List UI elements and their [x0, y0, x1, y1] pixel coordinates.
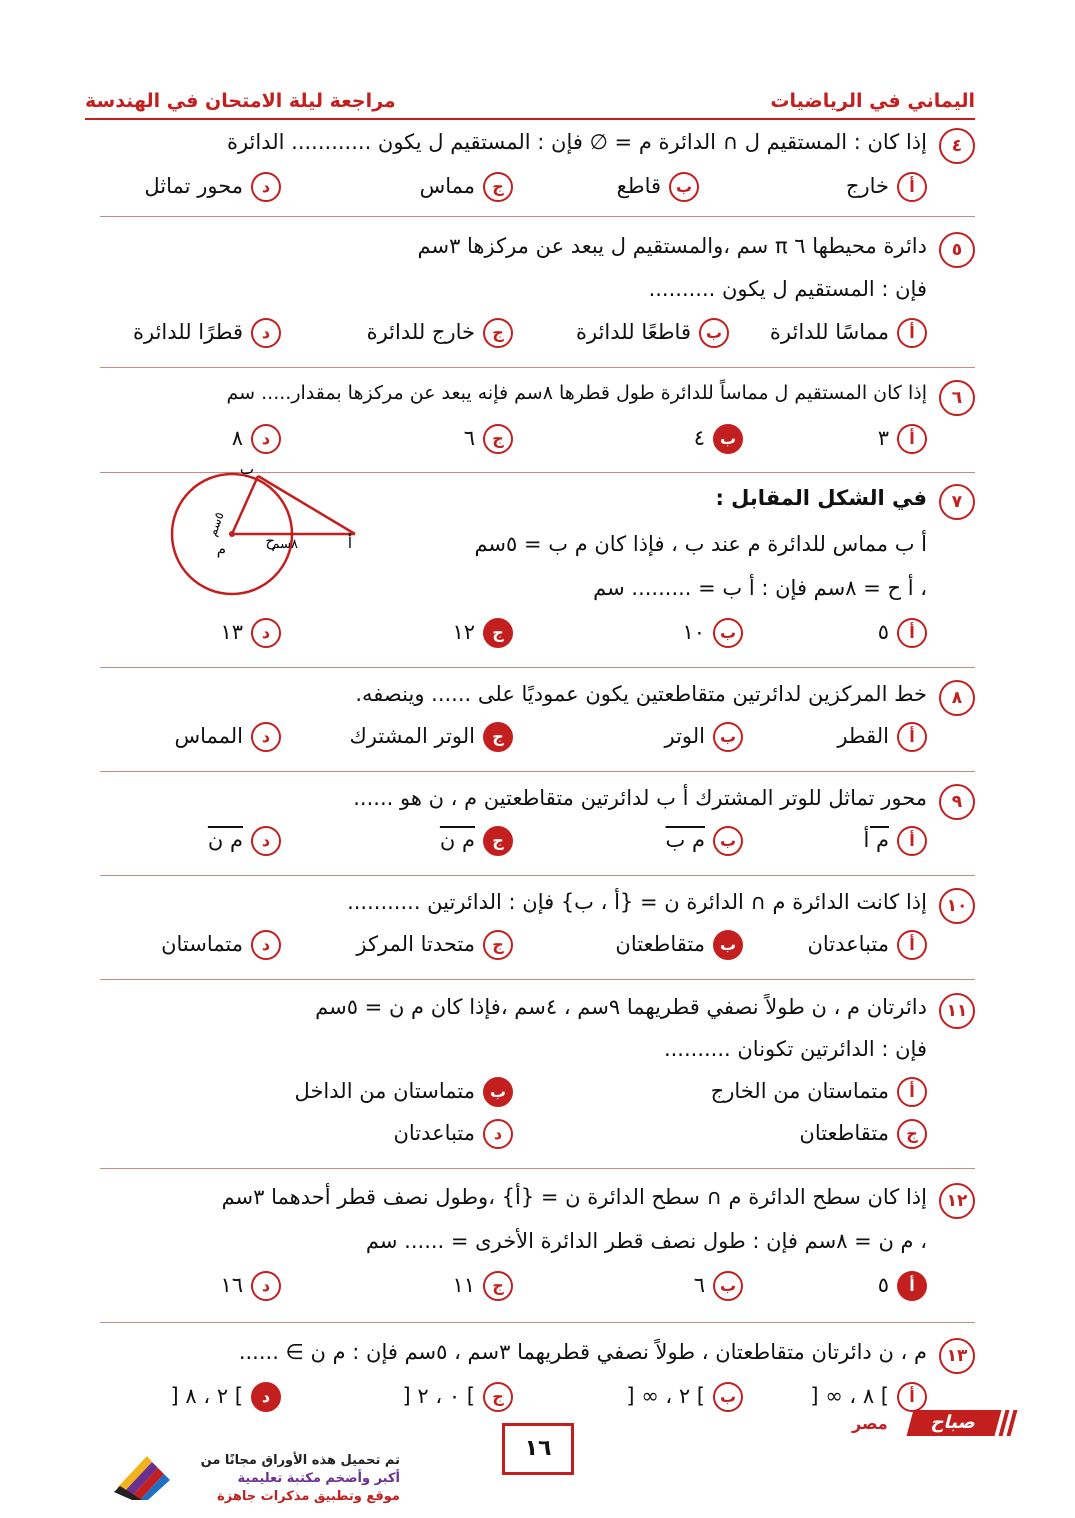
option-b[interactable]: [617, 172, 699, 202]
divider: [100, 979, 975, 980]
option-letter: أ: [897, 172, 927, 202]
option-letter: ب: [713, 618, 743, 648]
option-text: ٦: [693, 1273, 705, 1297]
option-letter: ج: [483, 318, 513, 348]
option-letter-selected: ج: [483, 722, 513, 752]
option-text: ] ٢ ، ٨ [: [170, 1384, 243, 1408]
label-h: ح: [265, 532, 275, 550]
option-letter: د: [251, 618, 281, 648]
option-c[interactable]: [440, 826, 513, 856]
option-letter-selected: ب: [713, 424, 743, 454]
option-letter: ب: [713, 1271, 743, 1301]
option-d[interactable]: [174, 722, 281, 752]
question-11: [100, 993, 975, 1163]
option-text: م أ: [863, 828, 889, 852]
option-b[interactable]: [626, 1382, 743, 1412]
option-text: م ب: [665, 828, 705, 852]
option-letter: ب: [669, 172, 699, 202]
question-number: ١١: [939, 993, 975, 1029]
question-text: دائرتان م ، ن طولاً نصفي قطريهما ٩سم ، ٤سم ،فإذا كان م ن = ٥سم: [315, 995, 927, 1019]
option-text: ٣: [877, 426, 889, 450]
divider: [100, 667, 975, 668]
option-text: متقاطعتان: [799, 1121, 889, 1145]
question-text: أ ب مماس للدائرة م عند ب ، فإذا كان م ب = ٥سم: [474, 532, 927, 556]
question-13: [100, 1338, 975, 1418]
option-letter: أ: [897, 722, 927, 752]
question-10: [100, 888, 975, 973]
option-letter: ب: [713, 826, 743, 856]
option-letter: أ: [897, 1382, 927, 1412]
option-b[interactable]: [666, 826, 743, 856]
option-c[interactable]: [464, 424, 513, 454]
question-title: في الشكل المقابل :: [715, 486, 927, 510]
option-c[interactable]: [452, 1271, 513, 1301]
option-text: ] ٨ ، ∞ [: [810, 1384, 889, 1408]
footer-line: أكبر وأضخم مكتبة تعليمية: [237, 1471, 400, 1486]
option-text: خارج: [845, 174, 889, 198]
option-text: متقاطعتان: [615, 932, 705, 956]
option-d[interactable]: [144, 172, 281, 202]
option-d[interactable]: [220, 618, 281, 648]
option-text: قاطعًا للدائرة: [576, 320, 691, 344]
option-letter: أ: [897, 826, 927, 856]
question-number: ١٠: [939, 888, 975, 924]
option-text: المماس: [174, 724, 243, 748]
option-b[interactable]: [694, 1271, 743, 1301]
question-number: ٤: [939, 128, 975, 164]
option-text: خارج للدائرة: [366, 320, 475, 344]
label-8cm: ٨سم: [271, 537, 298, 552]
option-text: محور تماثل: [144, 174, 243, 198]
footer-line: موقع وتطبيق مذكرات جاهزة: [217, 1489, 400, 1504]
question-number: ٥: [939, 232, 975, 268]
book-logo-icon: [112, 1448, 182, 1500]
divider: [100, 875, 975, 876]
option-d[interactable]: [161, 930, 281, 960]
option-letter: د: [251, 424, 281, 454]
option-text: ٤: [693, 426, 705, 450]
label-a: أ: [347, 534, 352, 552]
question-text: إذا كان المستقيم ل مماساً للدائرة طول قطرها ٨سم فإنه يبعد عن مركزها بمقدار..... سم: [226, 382, 927, 404]
option-letter: د: [251, 172, 281, 202]
header-subject: مراجعة ليلة الامتحان في الهندسة: [85, 90, 396, 112]
option-text: م ن: [439, 828, 475, 852]
option-letter-selected: ب: [483, 1077, 513, 1107]
footer-promo: [180, 1452, 400, 1506]
question-text: محور تماثل للوتر المشترك أ ب لدائرتين متقاطعتين م ، ن هو ......: [353, 786, 927, 810]
option-a[interactable]: [770, 318, 927, 348]
option-text: قاطع: [616, 174, 661, 198]
option-letter: أ: [897, 1077, 927, 1107]
divider: [100, 1322, 975, 1323]
option-a[interactable]: [807, 930, 927, 960]
option-c[interactable]: [799, 1119, 927, 1149]
question-4: [100, 128, 975, 216]
radius-line: [232, 476, 258, 534]
option-text: ١٦: [220, 1273, 243, 1297]
question-text: دائرة محيطها ٦ π سم ،والمستقيم ل يبعد عن مركزها ٣سم: [417, 234, 927, 258]
option-a[interactable]: [878, 424, 927, 454]
option-text: الوتر المشترك: [349, 724, 475, 748]
question-6: [100, 380, 975, 470]
option-letter: أ: [897, 424, 927, 454]
question-number: ١٢: [939, 1183, 975, 1219]
option-b[interactable]: [664, 722, 743, 752]
option-c[interactable]: [367, 318, 513, 348]
option-text: ١٣: [220, 620, 243, 644]
option-a[interactable]: [711, 1077, 927, 1107]
question-text: إذا كان : المستقيم ل ∩ الدائرة م = ∅ فإن : المستقيم ل يكون ............ الدائرة: [226, 130, 927, 154]
question-text: فإن : المستقيم ل يكون ..........: [648, 277, 927, 301]
option-text: ١٢: [452, 620, 475, 644]
option-d[interactable]: [208, 826, 281, 856]
question-number: ٩: [939, 784, 975, 820]
option-text: متحدتا المركز: [356, 932, 475, 956]
label-m: م: [216, 540, 226, 558]
option-b[interactable]: [682, 618, 743, 648]
option-text: متماستان من الداخل: [294, 1079, 475, 1103]
option-letter: ب: [713, 1382, 743, 1412]
question-7: [100, 460, 975, 659]
option-text: مماسًا للدائرة: [769, 320, 889, 344]
option-letter: ب: [713, 722, 743, 752]
option-letter: د: [483, 1119, 513, 1149]
question-text: ، م ن = ٨سم فإن : طول نصف قطر الدائرة الأخرى = ...... سم: [365, 1229, 927, 1253]
option-letter: ج: [483, 930, 513, 960]
divider: [100, 216, 975, 217]
option-text: قطرًا للدائرة: [132, 320, 243, 344]
question-number: ٧: [939, 484, 975, 520]
option-text: ٥: [877, 620, 889, 644]
header-author: اليماني في الرياضيات: [770, 90, 975, 112]
question-text: خط المركزين لدائرتين متقاطعتين يكون عموديًا على ...... وينصفه.: [355, 682, 927, 706]
question-text: م ، ن دائرتان متقاطعتان ، طولاً نصفي قطريهما ٣سم ، ٥سم فإن : م ن ∋ ......: [238, 1340, 927, 1364]
option-text: ١٠: [682, 620, 705, 644]
page-number: ١٦: [502, 1423, 574, 1475]
page-header: [85, 90, 975, 120]
divider: [100, 1168, 975, 1169]
brand-logo: [852, 1408, 1022, 1438]
option-c[interactable]: [420, 172, 513, 202]
option-c[interactable]: [356, 930, 513, 960]
label-5cm: ٥سم: [205, 510, 227, 539]
question-text: إذا كانت الدائرة م ∩ الدائرة ن = {أ ، ب} فإن : الدائرتين ...........: [347, 890, 927, 914]
option-letter-selected: د: [251, 1382, 281, 1412]
option-text: متباعدتان: [393, 1121, 475, 1145]
option-letter: ب: [699, 318, 729, 348]
option-letter: ج: [483, 424, 513, 454]
option-text: الوتر: [664, 724, 705, 748]
option-text: مماس: [419, 174, 475, 198]
option-text: م ن: [207, 828, 243, 852]
question-number: ٨: [939, 680, 975, 716]
option-d[interactable]: [220, 1271, 281, 1301]
option-letter: ج: [483, 1382, 513, 1412]
question-text: فإن : الدائرتين تكونان ..........: [663, 1037, 927, 1061]
option-letter: د: [251, 1271, 281, 1301]
option-letter: أ: [897, 930, 927, 960]
brand-main: صباح: [907, 1410, 1002, 1436]
option-d[interactable]: [393, 1119, 513, 1149]
option-a[interactable]: [878, 618, 927, 648]
option-text: متماستان: [161, 932, 243, 956]
question-8: [100, 680, 975, 765]
option-letter: د: [251, 722, 281, 752]
option-letter-selected: ج: [483, 618, 513, 648]
option-letter: د: [251, 826, 281, 856]
question-text: إذا كان سطح الدائرة م ∩ سطح الدائرة ن = {أ} ،وطول نصف قطر أحدهما ٣سم: [221, 1185, 927, 1209]
question-9: [100, 784, 975, 869]
footer-line: تم تحميل هذه الأوراق مجانًا من: [200, 1453, 400, 1468]
option-text: ٦: [463, 426, 475, 450]
option-text: متماستان من الخارج: [710, 1079, 889, 1103]
tangent-line: [258, 476, 355, 534]
option-a[interactable]: [846, 172, 927, 202]
divider: [100, 367, 975, 368]
option-letter: د: [251, 930, 281, 960]
option-letter-selected: أ: [897, 1271, 927, 1301]
option-b[interactable]: [694, 424, 743, 454]
option-d[interactable]: [232, 424, 281, 454]
divider: [100, 771, 975, 772]
option-d[interactable]: [171, 1382, 281, 1412]
option-letter: ج: [897, 1119, 927, 1149]
option-a[interactable]: [878, 1271, 927, 1301]
option-text: ٨: [231, 426, 243, 450]
option-letter: د: [251, 318, 281, 348]
option-letter: ج: [483, 1271, 513, 1301]
label-b: ب: [239, 460, 254, 478]
option-letter: أ: [897, 318, 927, 348]
option-c[interactable]: [403, 1382, 513, 1412]
option-letter-selected: ج: [483, 826, 513, 856]
center-point: [229, 531, 235, 537]
option-letter: ج: [483, 172, 513, 202]
option-a[interactable]: [863, 826, 927, 856]
question-number: ٦: [939, 380, 975, 416]
question-number: ١٣: [939, 1338, 975, 1374]
option-text: ] ٠ ، ٢ [: [402, 1384, 475, 1408]
option-a[interactable]: [837, 722, 927, 752]
option-c[interactable]: [452, 618, 513, 648]
option-text: القطر: [837, 724, 889, 748]
option-text: ٥: [877, 1273, 889, 1297]
option-c[interactable]: [349, 722, 513, 752]
option-text: متباعدتان: [807, 932, 889, 956]
question-12: [100, 1183, 975, 1313]
option-letter-selected: ب: [713, 930, 743, 960]
option-b[interactable]: [295, 1077, 513, 1107]
option-letter: أ: [897, 618, 927, 648]
option-text: ] ٢ ، ∞ [: [626, 1384, 705, 1408]
question-5: [100, 232, 975, 362]
option-b[interactable]: [576, 318, 729, 348]
brand-sub: مصر: [852, 1414, 888, 1433]
tangent-diagram: [130, 460, 400, 602]
option-b[interactable]: [615, 930, 743, 960]
option-d[interactable]: [133, 318, 281, 348]
question-text: ، أ ح = ٨سم فإن : أ ب = ......... سم: [593, 576, 927, 600]
option-text: ١١: [452, 1273, 475, 1297]
